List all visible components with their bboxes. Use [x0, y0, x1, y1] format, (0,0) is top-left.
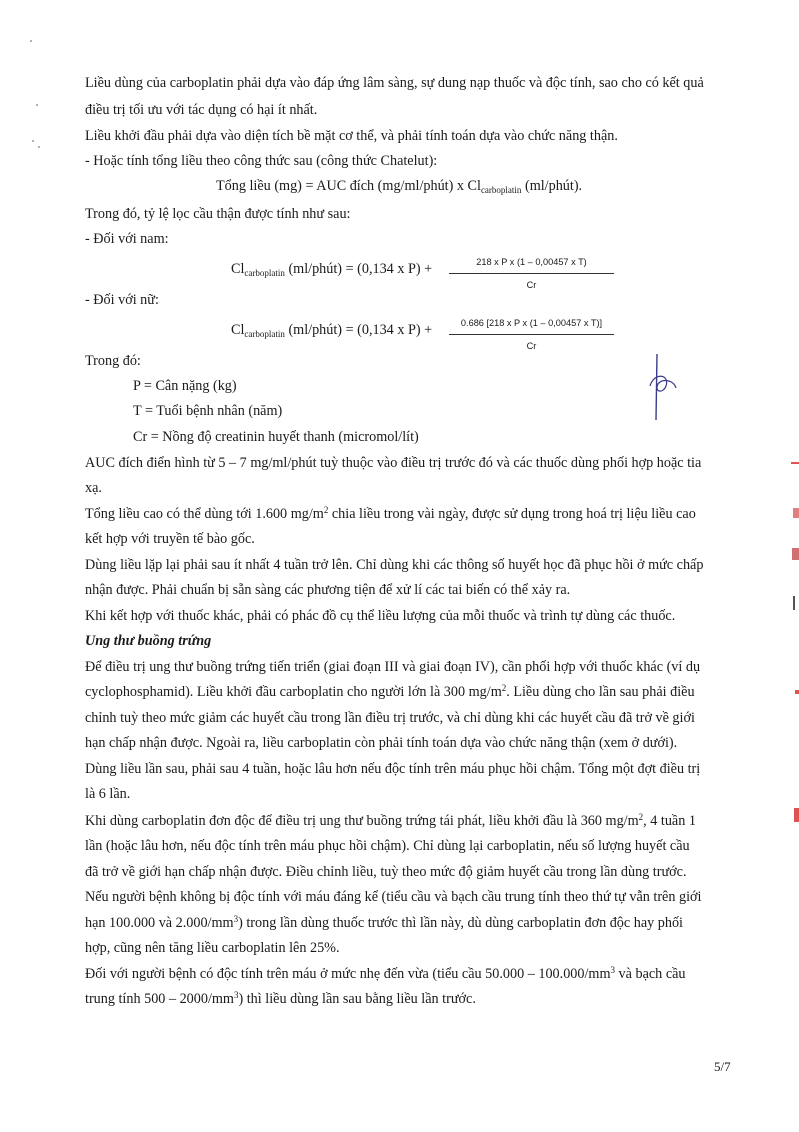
edge-mark — [794, 808, 799, 822]
body-line: Khi kết hợp với thuốc khác, phải có phác đồ cụ thể liều lượng của mỗi thuốc và trình tự dùng các thuốc. — [85, 608, 676, 624]
edge-mark — [792, 548, 799, 560]
body-line: Dùng liều lặp lại phải sau ít nhất 4 tuần trở lên. Chỉ dùng khi các thông số huyết học đã phục hồi ở mức chấp — [85, 557, 704, 573]
body-line: đã trở về giới hạn chấp nhận được. Điều chỉnh liều, tuỳ theo mức độ giảm huyết cầu trong lần dùng trước. — [85, 864, 687, 880]
fraction-numerator: 218 x P x (1 – 0,00457 x T) — [449, 253, 614, 274]
body-line: lần (hoặc lâu hơn, nếu độc tính trên máu phục hồi chậm). Chỉ dùng lại carboplatin, nếu số lượng huyết cầu — [85, 838, 690, 854]
scan-speck — [32, 140, 34, 142]
body-line: Đối với người bệnh có độc tính trên máu ở mức nhẹ đến vừa (tiểu cầu $50.000 - 100.000/mm^3$ và bạch cầu — [85, 965, 686, 982]
body-line: chỉnh tuỳ theo mức giảm các huyết cầu trong lần điều trị trước, và chỉ dùng khi các huyết cầu đã trở về giới — [85, 710, 695, 726]
where-label: Trong đó: — [85, 353, 141, 369]
edge-mark — [795, 690, 799, 694]
fraction-denominator: Cr — [526, 341, 537, 351]
body-line: xạ. — [85, 480, 102, 496]
signature-icon — [640, 352, 680, 422]
body-line: là 6 lần. — [85, 786, 131, 802]
body-line: nhận được. Phải chuẩn bị sẵn sàng các phương tiện để xử lí các tai biến có thể xảy ra. — [85, 582, 571, 598]
female-fraction — [449, 314, 614, 355]
male-clearance-formula: $Cl_{carboplatin}$ (ml/phút) = (0,134 x P) + $\frac{\text{218 x P x (1 – 0,00457 x T)}}{Cr}$ — [231, 256, 631, 292]
body-line: Để điều trị ung thư buồng trứng tiến triển (giai đoạn III và giai đoạn IV), cần phối hợp với thuốc khác (ví dụ — [85, 659, 701, 675]
body-line: Liều dùng của carboplatin phải dựa vào đáp ứng lâm sàng, sự dung nạp thuốc và độc tính, sao cho có kết quả — [85, 75, 704, 91]
body-line: trung tính $500 - 2000/mm^3$) thì liều dùng lần sau bằng liều lần trước. — [85, 990, 476, 1007]
body-line: cyclophosphamid). Liều khởi đầu carboplatin cho người lớn là 300 $mg/m^2$. Liều dùng cho lần sau phải điều — [85, 683, 695, 700]
section-title: Ung thư buồng trứng — [85, 633, 212, 649]
body-line: hợp, cũng nên tăng liều carboplatin lên 25%. — [85, 940, 340, 956]
variable-line: Cr = Nồng độ creatinin huyết thanh (micromol/lít) — [133, 429, 419, 445]
fraction-numerator: 0.686 [218 x P x (1 – 0,00457 x T)] — [449, 314, 614, 335]
scan-speck — [38, 146, 40, 148]
fraction-denominator: Cr — [526, 280, 537, 290]
edge-mark — [793, 596, 795, 610]
body-line: Tổng liều cao có thể dùng tới 1.600 $mg/m^2$ chia liều trong vài ngày, được sử dụng trong hoá trị liệu liều cao — [85, 505, 696, 522]
body-line: hạn 100.000 và $2.000/mm^3$) trong lần dùng thuốc trước thì lần này, dù dùng carboplatin đơn độc hay phối — [85, 914, 684, 931]
page-number: 5/7 — [714, 1059, 731, 1074]
body-line: - Hoặc tính tổng liều theo công thức sau (công thức Chatelut): — [85, 153, 438, 169]
male-label: - Đối với nam: — [85, 231, 169, 247]
body-line: Khi dùng carboplatin đơn độc để điều trị ung thư buồng trứng tái phát, liều khởi đầu là 360 $mg/m^2$, 4 tuần 1 — [85, 812, 696, 829]
edge-mark — [791, 462, 799, 464]
body-line: hạn chấp nhận được. Ngoài ra, liều carboplatin còn phải tính toán dựa vào chức năng thận (xem ở dưới). — [85, 735, 678, 751]
scan-speck — [30, 40, 32, 42]
female-label: - Đối với nữ: — [85, 292, 159, 308]
body-line: điều trị tối ưu với tác dụng có hại ít nhất. — [85, 102, 318, 118]
total-dose-formula: Tổng liều (mg) = AUC đích (mg/ml/phút) x $Cl_{carboplatin}$ (ml/phút). — [216, 178, 583, 195]
male-fraction — [449, 253, 614, 294]
clearance-intro: Trong đó, tỷ lệ lọc cầu thận được tính như sau: — [85, 206, 351, 222]
body-line: AUC đích điển hình từ 5 – 7 mg/ml/phút tuỳ thuộc vào điều trị trước đó và các thuốc dùng phối hợp hoặc tia — [85, 455, 702, 471]
body-line: kết hợp với truyền tế bào gốc. — [85, 531, 255, 547]
edge-mark — [793, 508, 799, 518]
female-clearance-formula: $Cl_{carboplatin}$ (ml/phút) = (0,134 x P) + $\frac{\text{0.686 [218 x P x (1 – 0,00457 x T)]}}{Cr}$ — [231, 317, 631, 353]
body-line: Dùng liều lần sau, phải sau 4 tuần, hoặc lâu hơn nếu độc tính trên máu phục hồi chậm. Tổng một đợt điều trị — [85, 761, 701, 777]
body-line: Liều khởi đầu phải dựa vào diện tích bề mặt cơ thể, và phải tính toán dựa vào chức năng thận. — [85, 128, 618, 144]
variable-line: P = Cân nặng (kg) — [133, 378, 237, 394]
body-line: Nếu người bệnh không bị độc tính với máu đáng kể (tiểu cầu và bạch cầu trung tính theo thứ tự vẫn trên giới — [85, 889, 702, 905]
scan-speck — [36, 104, 38, 106]
variable-line: T = Tuổi bệnh nhân (năm) — [133, 403, 283, 419]
